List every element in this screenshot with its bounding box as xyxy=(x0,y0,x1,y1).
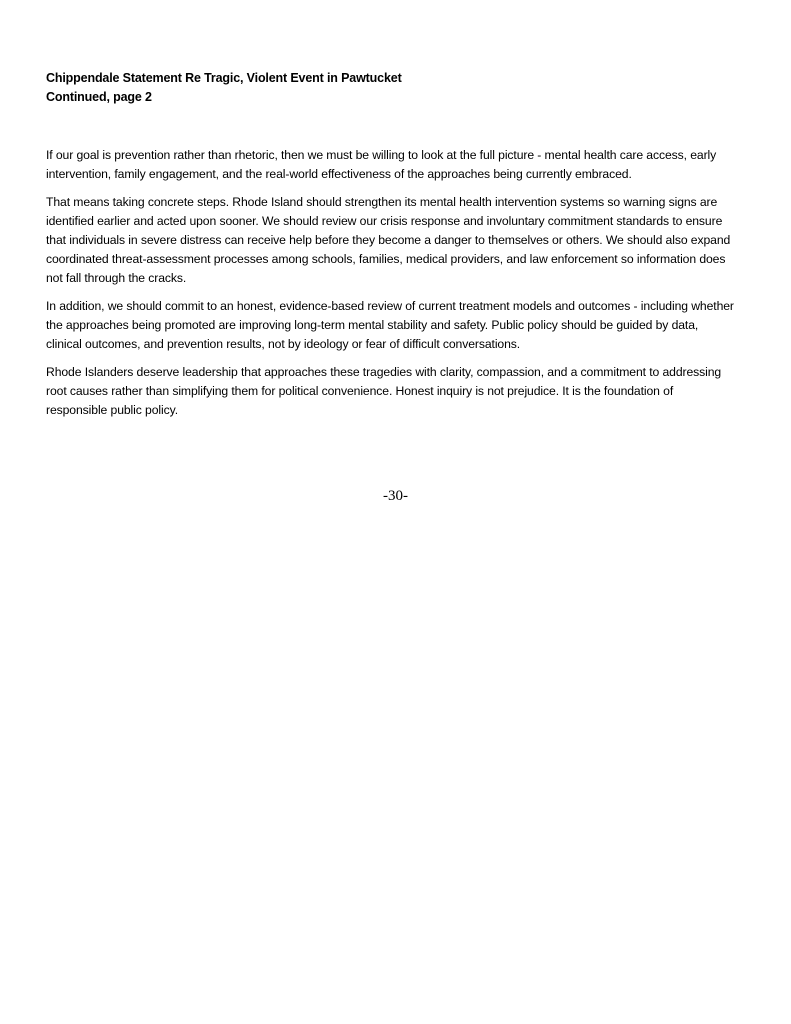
end-mark: -30- xyxy=(383,488,408,504)
paragraph-1: If our goal is prevention rather than rhetoric, then we must be willing to look at the full picture - mental health care access, early intervention, family engagement, and the real-world effectiveness of the approaches being currently embraced. xyxy=(46,148,717,181)
paragraph-4: Rhode Islanders deserve leadership that approaches these tragedies with clarity, compassion, and a commitment to addressing root causes rather than simplifying them for political convenience. Honest inquiry is not prejudice. It is the foundation of responsible public policy. xyxy=(46,365,722,417)
continued-label: Continued, page 2 xyxy=(46,90,152,104)
paragraph-2: That means taking concrete steps. Rhode Island should strengthen its mental health intervention systems so warning signs are identified earlier and acted upon sooner. We should review our crisis response and involuntary commitment standards to ensure that individuals in severe distress can receive help before they become a danger to themselves or others. We should also expand coordinated threat-assessment processes among schools, families, medical providers, and law enforcement so information does not fall through the cracks. xyxy=(46,195,731,285)
document-title: Chippendale Statement Re Tragic, Violent Event in Pawtucket xyxy=(46,71,402,85)
document-header xyxy=(46,69,746,107)
document-body xyxy=(46,146,736,429)
paragraph-3: In addition, we should commit to an honest, evidence-based review of current treatment models and outcomes - including whether the approaches being promoted are improving long-term mental stability and safety. Public policy should be guided by data, clinical outcomes, and prevention results, not by ideology or fear of difficult conversations. xyxy=(46,299,734,351)
